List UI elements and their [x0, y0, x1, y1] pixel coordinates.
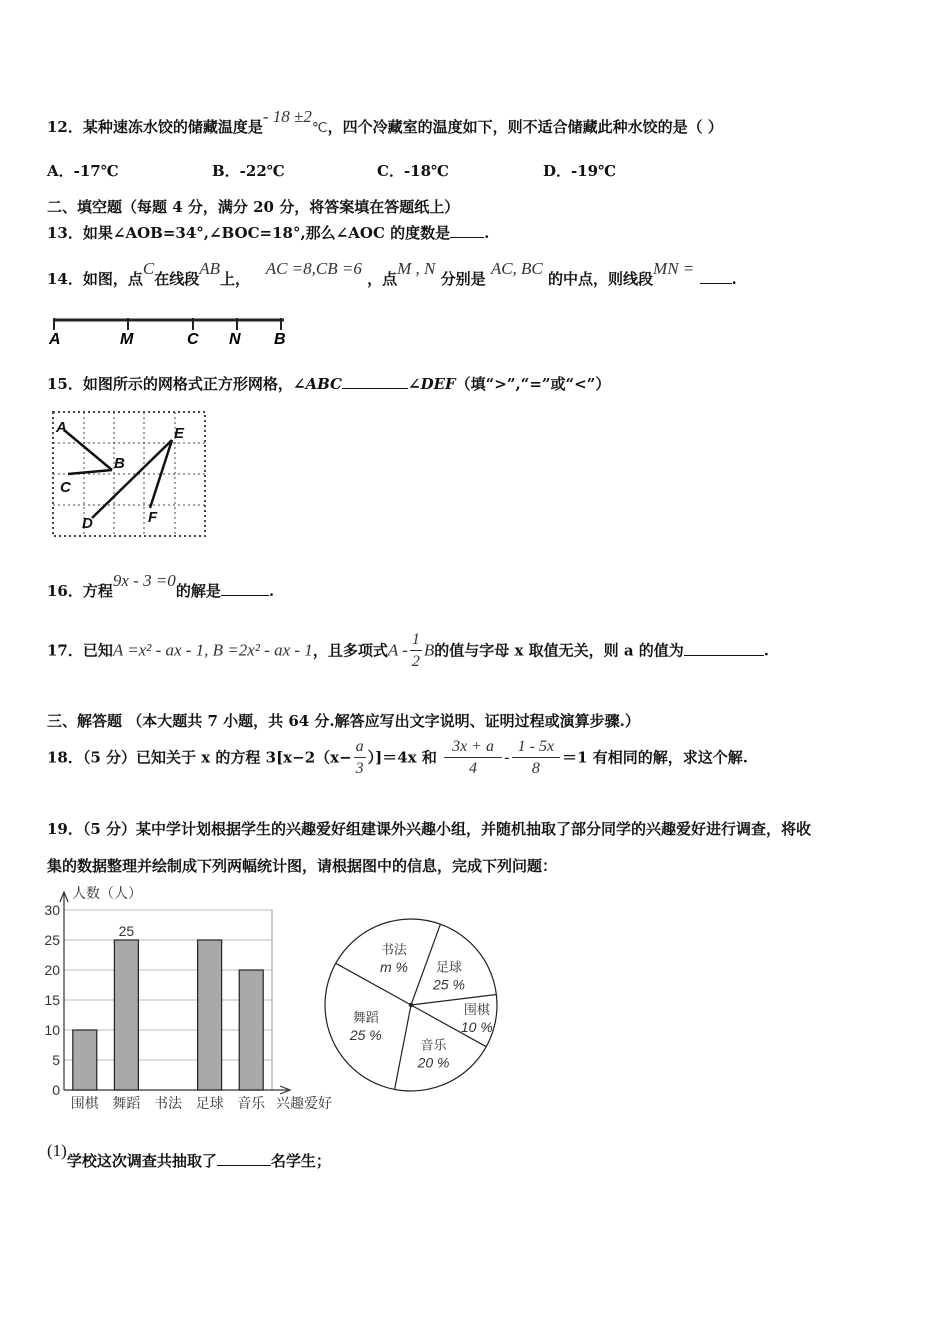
pie-center-dot [409, 1003, 413, 1007]
q18-p3: ＝1 有相同的解，求这个解. [562, 748, 748, 767]
grid-label-b: B [114, 455, 125, 472]
bar-chart-category: 舞蹈 [112, 1095, 141, 1111]
pie-slice-label: 20 % [417, 1054, 450, 1071]
q15-m2: ∠DEF [408, 375, 456, 393]
q14-p1: 14．如图，点 [47, 270, 143, 288]
q14-line [47, 259, 737, 289]
pie-slice-label: 25 % [349, 1027, 382, 1044]
q15-m1: ∠ABC [292, 375, 342, 393]
q15-grid-figure [48, 408, 210, 540]
label-b: B [274, 331, 286, 348]
q14-m1: C [142, 259, 155, 278]
q16-eq: 9x - 3 =0 [112, 571, 176, 590]
grid-label-c: C [60, 479, 71, 496]
q19-line-2: 集的数据整理并绘制成下列两幅统计图，请根据图中的信息，完成下列问题： [47, 857, 558, 875]
q19-sub1-b: 名学生； [270, 1152, 331, 1170]
pie-slice-label: m % [379, 959, 408, 976]
q12-trail: ，四个冷藏室的温度如下，则不适合储藏此种水饺的是（ ） [327, 118, 723, 136]
q17-p3: 的值与字母 x 取值无关，则 a 的值为 [434, 641, 684, 660]
bar-chart-category: 足球 [195, 1095, 224, 1111]
q12-lead: 12．某种速冻水饺的储藏温度是 [47, 118, 263, 136]
bar-chart-ytick: 20 [44, 962, 60, 978]
pie-slice-label: 25 % [432, 976, 465, 993]
bar-chart-xlabel: 兴趣爱好 [276, 1095, 332, 1111]
q14-m6: MN = [653, 259, 695, 278]
label-a: A [49, 331, 61, 348]
q12-option-a: A．-17℃ [47, 162, 119, 180]
q17-p1: 17．已知 [47, 641, 113, 660]
q14-end: . [731, 270, 737, 288]
q18-minus: - [503, 747, 510, 767]
q17-end: . [763, 641, 770, 660]
q14-m2: AB [199, 259, 221, 278]
q18-line [47, 737, 748, 780]
section3-heading: 三、解答题 （本大题共 7 小题，共 64 分.解答应写出文字说明、证明过程或演算步骤.） [47, 712, 640, 730]
bar-chart-ytick: 0 [52, 1082, 60, 1098]
q18-p1: 18．（5 分）已知关于 x 的方程 3[x−2（x− [47, 748, 352, 767]
q18-f1-den: 3 [355, 760, 364, 777]
q15-answer-blank[interactable] [342, 388, 408, 389]
bar-chart-ytick: 10 [44, 1022, 60, 1038]
pie-slice-name: 围棋 [463, 1001, 490, 1017]
q19-sub1-num: (1) [47, 1141, 67, 1160]
q17-frac-den: 2 [411, 653, 420, 670]
bar-data-label: 25 [118, 923, 135, 939]
grid-label-e: E [174, 425, 185, 442]
q14-p3: 上， [220, 270, 251, 288]
section2-heading: 二、填空题（每题 4 分，满分 20 分，将答案填在答题纸上） [47, 198, 460, 216]
q16-end: . [268, 582, 275, 600]
q14-segment-figure [44, 312, 294, 348]
q19-sub1-a: 学校这次调查共抽取了 [66, 1152, 217, 1170]
grid-label-d: D [82, 515, 93, 532]
q18-f2-den: 4 [469, 760, 478, 777]
grid-label-f: F [148, 509, 158, 526]
q12-temp-expr: - 18 ±2 [262, 107, 312, 126]
q18-f3-den: 8 [531, 760, 540, 777]
bar-chart-ytick: 30 [44, 902, 60, 918]
label-n: N [229, 331, 241, 348]
q19-sub1-answer-blank[interactable] [217, 1165, 271, 1166]
q15-p1: 15．如图所示的网格式正方形网格， [47, 375, 293, 393]
q16-answer-blank[interactable] [221, 595, 269, 596]
bar-chart-ytick: 25 [44, 932, 60, 948]
pie-slice-name: 舞蹈 [352, 1010, 379, 1026]
q14-m3: AC =8,CB =6 [265, 259, 362, 278]
q14-p2: 在线段 [154, 270, 200, 288]
q18-p2: ）]＝4x 和 [367, 748, 437, 767]
q19-line-1: 19．（5 分）某中学计划根据学生的兴趣爱好组建课外兴趣小组，并随机抽取了部分同学的兴趣爱好进行调查，将收 [47, 820, 812, 838]
q14-p4: ，点 [367, 270, 398, 288]
q13-text: 13．如果∠AOB=34°,∠BOC=18°,那么∠AOC 的度数是 [47, 224, 451, 242]
q14-m4: M , N [397, 259, 436, 278]
q14-p5: 分别是 [440, 270, 486, 288]
q13-line [47, 222, 489, 243]
q12-option-d: D．-19℃ [543, 162, 617, 180]
label-m: M [120, 331, 134, 348]
bar-chart-category: 围棋 [70, 1095, 99, 1111]
q17-answer-blank[interactable] [684, 655, 764, 656]
pie-chart [318, 898, 508, 1098]
q15-p2: （填“>”,“=”或“<”） [455, 375, 611, 393]
q18-fraction-1 [354, 737, 366, 780]
q18-fraction-2 [444, 737, 502, 780]
q18-f3-num: 1 - 5x [512, 737, 560, 758]
q14-p6: 的中点，则线段 [548, 270, 654, 288]
q17-expr-a: A - [387, 640, 408, 660]
bar-chart-ytick: 15 [44, 992, 60, 1008]
bar-chart-ytick: 5 [52, 1052, 60, 1068]
bar-chart-category: 书法 [154, 1095, 182, 1111]
q19-sub1-line [47, 1141, 331, 1171]
q12-unit: ℃ [311, 121, 328, 136]
segment-ab-line [64, 430, 112, 470]
q17-p2: ，且多项式 [312, 641, 388, 660]
bar-3 [198, 940, 222, 1090]
bar-chart [40, 880, 340, 1116]
label-c: C [187, 331, 199, 348]
q12-option-b: B．-22℃ [212, 162, 285, 180]
q13-answer-blank[interactable] [450, 237, 484, 238]
q17-expr-b: B [423, 640, 435, 660]
grid-label-a: A [56, 419, 67, 436]
pie-boundary-3 [395, 1005, 411, 1089]
bar-chart-category: 音乐 [237, 1095, 266, 1111]
q12-option-c: C．-18℃ [377, 162, 450, 180]
q17-fraction [410, 630, 422, 673]
pie-slice-name: 音乐 [420, 1037, 447, 1053]
bar-4 [239, 970, 263, 1090]
segment-bc-line [68, 470, 112, 474]
q17-frac-num: 1 [410, 630, 422, 651]
q14-answer-blank[interactable] [700, 283, 732, 284]
q17-line [47, 630, 769, 673]
pie-slice-name: 书法 [380, 942, 407, 958]
bar-0 [73, 1030, 97, 1090]
q18-f1-num: a [354, 737, 366, 758]
q18-fraction-3 [512, 737, 560, 780]
bar-1 [114, 940, 138, 1090]
q17-eq: A =x² - ax - 1, B =2x² - ax - 1 [112, 640, 313, 660]
q18-f2-num: 3x + a [444, 737, 502, 758]
q14-m5: AC, BC [490, 259, 543, 278]
q16-line [47, 571, 275, 601]
q16-p2: 的解是 [175, 582, 221, 600]
pie-slice-label: 10 % [460, 1018, 493, 1035]
bar-chart-ylabel: 人数（人） [72, 885, 142, 901]
pie-slice-name: 足球 [435, 959, 462, 975]
q16-p1: 16．方程 [47, 582, 113, 600]
q12-line [47, 107, 723, 137]
q13-end: . [484, 224, 490, 242]
q15-line [47, 373, 610, 394]
